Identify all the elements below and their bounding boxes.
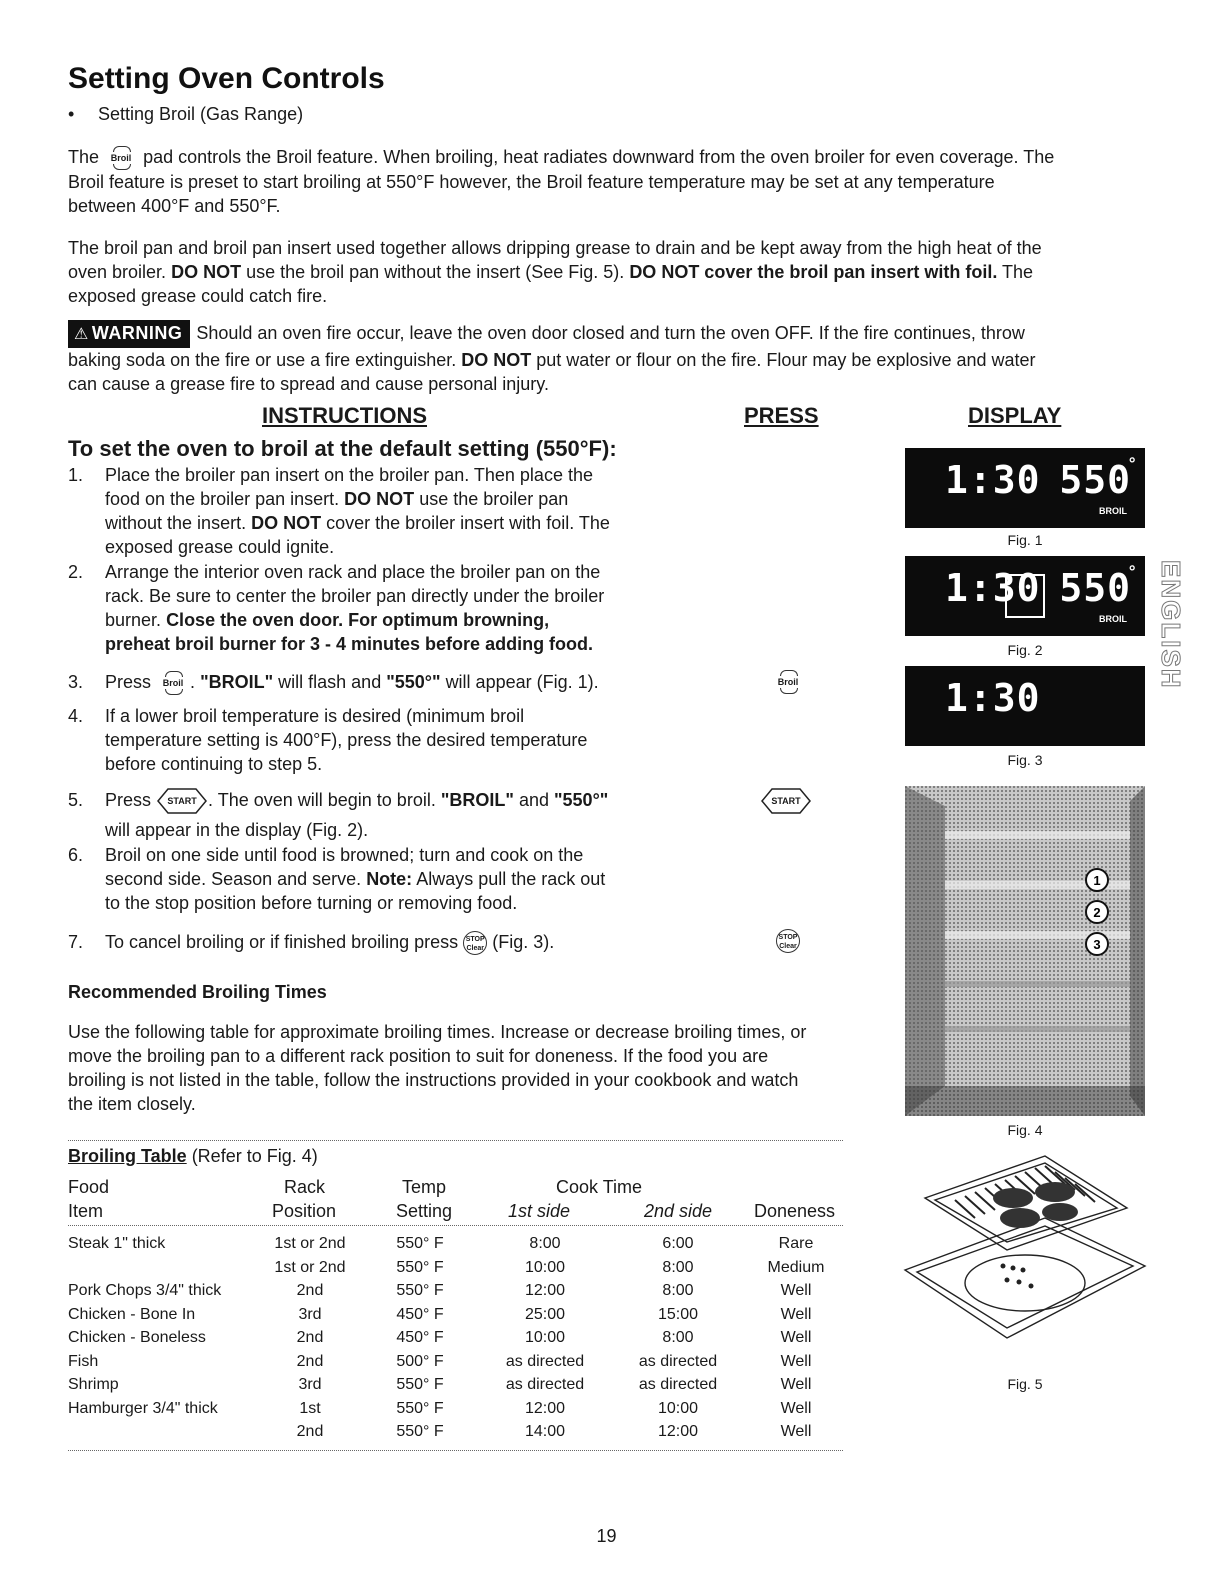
step-text: (Fig. 3).	[492, 932, 555, 952]
cell-temp: 500° F	[396, 1352, 444, 1370]
cell-1st-side: 25:00	[524, 1305, 566, 1323]
fig3-label: Fig. 3	[1007, 752, 1043, 768]
stop-clear-icon	[776, 929, 800, 953]
cell-2nd-side: 15:00	[657, 1305, 699, 1323]
step-text: Place the broiler pan insert on the broiler pan. Then place the	[105, 465, 593, 485]
bullet-dot: •	[68, 104, 75, 124]
intro-paragraph-2	[68, 236, 1148, 308]
broil-pad-icon: Broil	[104, 146, 138, 170]
step-3	[68, 670, 708, 695]
display-degree: °	[1127, 562, 1137, 581]
display-fig1	[905, 448, 1145, 528]
warning-triangle-icon: ⚠	[74, 326, 89, 343]
cell-doneness: Well	[780, 1399, 812, 1417]
cell-rack: 2nd	[296, 1352, 324, 1370]
cell-doneness: Well	[780, 1352, 812, 1370]
col-head-cook-time: Cook Time	[556, 1177, 643, 1197]
cell-1st-side: 10:00	[524, 1258, 566, 1276]
step-number: 5.	[68, 790, 84, 810]
warning-text: put water or flour on the fire. Flour may be explosive and water	[536, 350, 1036, 370]
intro-bold: DO NOT	[171, 262, 242, 282]
fig4-label: Fig. 4	[1007, 1122, 1043, 1138]
cell-item: Fish	[68, 1352, 99, 1370]
step-5	[68, 788, 708, 842]
step-text: exposed grease could ignite.	[105, 537, 335, 557]
cell-doneness: Well	[780, 1423, 812, 1440]
step-text: To cancel broiling or if finished broiling press	[105, 932, 459, 952]
step-bold: DO NOT	[251, 513, 322, 533]
cell-1st-side: 8:00	[529, 1235, 561, 1252]
step-text: burner.	[105, 610, 162, 630]
recommended-text: Use the following table for approximate broiling times. Increase or decrease broiling times, or	[68, 1022, 807, 1042]
recommended-text: broiling is not listed in the table, follow the instructions provided in your cookbook and watch	[68, 1070, 799, 1090]
step-text: to the stop position before turning or removing food.	[105, 893, 518, 913]
recommended-paragraph	[68, 1020, 888, 1116]
instructions-heading: INSTRUCTIONS	[262, 403, 427, 428]
press-broil-pad[interactable]	[771, 670, 805, 694]
col-head-1st-side: 1st side	[508, 1201, 571, 1221]
warning-text: Should an oven fire occur, leave the oven door closed and turn the oven OFF. If the fire continues, throw	[196, 323, 1025, 343]
step-number: 4.	[68, 706, 84, 726]
table-title	[68, 1146, 318, 1167]
step-number: 1.	[68, 465, 84, 485]
step-text: rack. Be sure to center the broiler pan directly under the broiler	[105, 586, 605, 606]
cell-2nd-side: 8:00	[662, 1282, 694, 1299]
cell-rack: 3rd	[298, 1305, 322, 1323]
cell-rack: 2nd	[296, 1423, 324, 1440]
stop-icon-top: STOP	[778, 934, 798, 941]
display-time: 1:30	[945, 458, 1041, 502]
rack-1-marker	[1086, 869, 1108, 891]
cell-2nd-side: 6:00	[662, 1235, 694, 1252]
step-text: without the insert.	[105, 513, 247, 533]
cell-temp: 550° F	[396, 1282, 444, 1299]
stop-icon-top: STOP	[465, 936, 485, 944]
col-head-position: Position	[272, 1201, 337, 1221]
page-number: 19	[596, 1526, 617, 1546]
cell-1st-side: as directed	[505, 1376, 585, 1393]
press-heading: PRESS	[744, 403, 819, 428]
warning-badge	[68, 320, 190, 348]
intro-paragraph-1	[68, 145, 1148, 218]
warning-text: baking soda on the fire or use a fire extinguisher.	[68, 350, 457, 370]
step-bold: Close the oven door. For optimum browning,	[166, 610, 550, 630]
broil-subheading: To set the oven to broil at the default setting (550°F):	[68, 436, 617, 461]
table-title-note: (Refer to Fig. 4)	[191, 1146, 318, 1166]
display-degree: °	[1127, 454, 1137, 473]
step-bold: "550°"	[554, 790, 609, 810]
broil-pad-icon: Broil	[156, 671, 190, 695]
step-text: second side. Season and serve.	[105, 869, 362, 889]
cell-rack: 1st or 2nd	[274, 1235, 346, 1252]
recommended-text: the item closely.	[68, 1094, 196, 1114]
cell-doneness: Medium	[767, 1258, 825, 1276]
step-1	[68, 463, 708, 559]
display-temp: 550	[1059, 458, 1131, 502]
table-bottom-rule	[68, 1450, 843, 1451]
start-icon	[760, 788, 812, 814]
cell-doneness: Well	[780, 1282, 812, 1299]
step-7	[68, 930, 708, 955]
fig5-label: Fig. 5	[1007, 1376, 1043, 1392]
display-cursor-box	[1005, 574, 1045, 618]
step-number: 2.	[68, 562, 84, 582]
warning-badge-text: WARNING	[91, 323, 183, 343]
cell-doneness: Well	[780, 1305, 812, 1323]
stop-clear-icon	[463, 931, 487, 955]
start-icon	[156, 788, 208, 814]
display-broil-indicator: BROIL	[1099, 506, 1127, 516]
cell-item: Chicken - Boneless	[68, 1329, 206, 1346]
warning-paragraph	[68, 320, 1148, 396]
intro-text: use the broil pan without the insert (See Fig. 5).	[246, 262, 625, 282]
display-time: 1:30	[945, 676, 1041, 720]
language-side-tab: ENGLISH	[1156, 560, 1186, 690]
step-text: will appear (Fig. 1).	[445, 672, 599, 692]
cell-temp: 550° F	[396, 1376, 444, 1393]
cell-rack: 2nd	[296, 1282, 324, 1299]
col-head-item: Item	[68, 1201, 104, 1221]
rack-number: 2	[1093, 905, 1101, 920]
cell-1st-side: 12:00	[524, 1399, 566, 1417]
cell-1st-side: as directed	[505, 1352, 585, 1370]
col-head-temp: Temp	[402, 1177, 447, 1197]
step-bold: "550°"	[386, 672, 441, 692]
step-number: 3.	[68, 672, 84, 692]
cell-item: Chicken - Bone In	[68, 1305, 196, 1323]
rack-number: 1	[1093, 873, 1101, 888]
display-time: 1:30	[945, 566, 1041, 610]
step-text: before continuing to step 5.	[105, 754, 323, 774]
intro-text: oven broiler.	[68, 262, 167, 282]
warning-text: can cause a grease fire to spread and cause personal injury.	[68, 374, 549, 394]
step-bold: Note:	[366, 869, 413, 889]
warning-bold: DO NOT	[461, 350, 532, 370]
cell-rack: 3rd	[298, 1376, 322, 1393]
step-text: .	[190, 672, 196, 692]
col-head-doneness: Doneness	[754, 1201, 836, 1221]
step-text: If a lower broil temperature is desired (minimum broil	[105, 706, 525, 726]
bullet-text: Setting Broil (Gas Range)	[98, 104, 304, 124]
step-text: Always pull the rack out	[416, 869, 606, 889]
cell-1st-side: 12:00	[524, 1282, 566, 1299]
step-text: temperature setting is 400°F), press the desired temperature	[105, 730, 588, 750]
cell-item: Pork Chops 3/4" thick	[68, 1282, 222, 1299]
step-bold: "BROIL"	[200, 672, 274, 692]
col-head-food: Food	[68, 1177, 110, 1197]
cell-temp: 550° F	[396, 1399, 444, 1417]
step-bold: "BROIL"	[440, 790, 514, 810]
step-bold: preheat broil burner for 3 - 4 minutes before adding food.	[105, 634, 594, 654]
broil-pan-illustration	[895, 1148, 1155, 1373]
intro-text: The broil pan and broil pan insert used together allows dripping grease to drain and be kept away from the high heat of the	[68, 238, 1042, 258]
display-broil-indicator: BROIL	[1099, 614, 1127, 624]
stop-icon-bottom: Clear	[779, 943, 797, 950]
table-header-rule	[68, 1225, 843, 1226]
step-text: Press	[105, 790, 152, 810]
cell-2nd-side: 8:00	[662, 1258, 694, 1276]
cell-temp: 550° F	[396, 1235, 444, 1252]
cell-temp: 450° F	[396, 1329, 444, 1346]
cell-item: Hamburger 3/4" thick	[68, 1399, 218, 1417]
intro-bold: DO NOT cover the broil pan insert with foil.	[629, 262, 998, 282]
display-temp: 550	[1059, 566, 1131, 610]
cell-2nd-side: 10:00	[657, 1399, 699, 1417]
recommended-text: move the broiling pan to a different rack position to suit for doneness. If the food you are	[68, 1046, 769, 1066]
page-title: Setting Oven Controls	[68, 62, 385, 95]
cell-temp: 550° F	[396, 1258, 444, 1276]
recommended-heading: Recommended Broiling Times	[68, 982, 327, 1002]
cell-2nd-side: as directed	[638, 1376, 718, 1393]
step-text: Broil on one side until food is browned; turn and cook on the	[105, 845, 584, 865]
step-2	[68, 560, 708, 656]
step-text: use the broiler pan	[419, 489, 569, 509]
cell-rack: 2nd	[296, 1329, 324, 1346]
start-icon-label: START	[167, 796, 197, 807]
col-head-rack: Rack	[284, 1177, 326, 1197]
cell-2nd-side: 8:00	[662, 1329, 694, 1346]
table-title-text: Broiling Table	[68, 1146, 187, 1166]
step-number: 6.	[68, 845, 84, 865]
display-fig3	[905, 666, 1145, 746]
cell-doneness: Well	[780, 1329, 812, 1346]
rack-number: 3	[1093, 937, 1101, 952]
display-heading: DISPLAY	[968, 403, 1062, 428]
cell-2nd-side: 12:00	[657, 1423, 699, 1440]
oven-rack-photo	[905, 786, 1145, 1116]
table-top-rule	[68, 1140, 843, 1141]
cell-doneness: Rare	[778, 1235, 814, 1252]
step-text: food on the broiler pan insert.	[105, 489, 340, 509]
cell-rack: 1st or 2nd	[274, 1258, 346, 1276]
intro-text: The	[68, 147, 100, 167]
cell-item: Shrimp	[68, 1376, 119, 1393]
col-head-setting: Setting	[396, 1201, 453, 1221]
fig1-label: Fig. 1	[1007, 532, 1043, 548]
step-text: will flash and	[278, 672, 382, 692]
step-6	[68, 843, 708, 915]
section-bullet	[68, 104, 303, 125]
intro-text: pad controls the Broil feature. When broiling, heat radiates downward from the oven broiler for even coverage. The	[143, 147, 1055, 167]
col-head-2nd-side: 2nd side	[644, 1201, 713, 1221]
intro-text: exposed grease could catch fire.	[68, 286, 328, 306]
fig2-label: Fig. 2	[1007, 642, 1043, 658]
cell-1st-side: 14:00	[524, 1423, 566, 1440]
cell-1st-side: 10:00	[524, 1329, 566, 1346]
step-text: Arrange the interior oven rack and place the broiler pan on the	[105, 562, 601, 582]
cell-rack: 1st	[299, 1399, 321, 1417]
display-fig2	[905, 556, 1145, 636]
broil-pad-icon: Broil	[771, 670, 805, 694]
step-text: . The oven will begin to broil.	[208, 790, 436, 810]
press-stop-pad[interactable]	[776, 929, 800, 953]
press-start-pad[interactable]	[760, 788, 812, 814]
step-text: cover the broiler insert with foil. The	[326, 513, 610, 533]
step-text: and	[518, 790, 549, 810]
cell-doneness: Well	[780, 1376, 812, 1393]
cell-2nd-side: as directed	[638, 1352, 718, 1370]
step-number: 7.	[68, 932, 84, 952]
intro-text: between 400°F and 550°F.	[68, 196, 281, 217]
step-text: will appear in the display (Fig. 2).	[105, 820, 369, 841]
step-4	[68, 704, 708, 776]
intro-text: The	[1002, 262, 1034, 282]
step-text: Press	[105, 672, 152, 692]
rack-2-marker	[1086, 901, 1108, 923]
rack-3-marker	[1086, 933, 1108, 955]
cell-item: Steak 1" thick	[68, 1235, 166, 1252]
intro-text: Broil feature is preset to start broiling at 550°F however, the Broil feature temperature may be set at any temperature	[68, 172, 995, 193]
cell-temp: 450° F	[396, 1305, 444, 1323]
start-icon-label: START	[771, 796, 801, 806]
stop-icon-bottom: Clear	[466, 945, 484, 953]
cell-temp: 550° F	[396, 1423, 444, 1440]
step-bold: DO NOT	[344, 489, 415, 509]
